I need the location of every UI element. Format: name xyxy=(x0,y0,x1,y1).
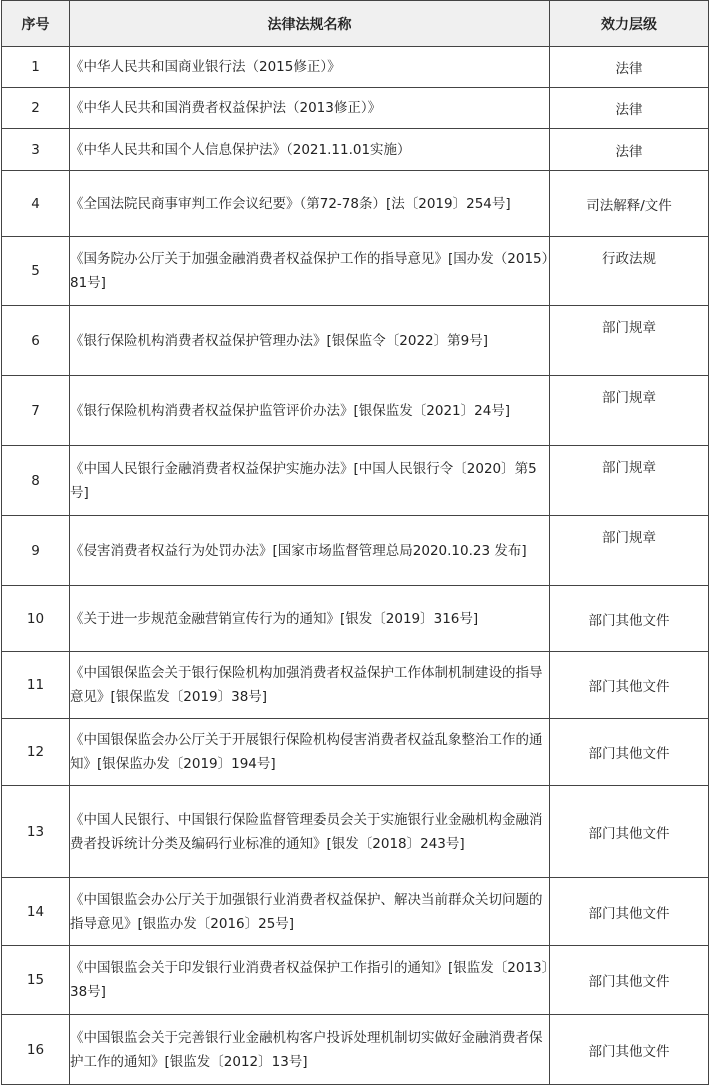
table-row xyxy=(2,586,709,652)
row-law-name: 《中华人民共和国消费者权益保护法（2013修正）》 xyxy=(70,88,550,129)
table-row xyxy=(2,88,709,129)
row-num: 14 xyxy=(2,878,70,946)
header-num: 序号 xyxy=(2,1,70,47)
table-row xyxy=(2,652,709,719)
row-law-name: 《中国银保监会办公厅关于开展银行保险机构侵害消费者权益乱象整治工作的通知》[银保监办发〔2019〕194号] xyxy=(70,719,550,786)
row-level: 部门其他文件 xyxy=(550,719,709,786)
row-level: 部门其他文件 xyxy=(550,1015,709,1085)
row-law-name: 《国务院办公厅关于加强金融消费者权益保护工作的指导意见》[国办发（2015）81号] xyxy=(70,237,550,306)
header-row xyxy=(2,1,709,47)
row-num: 7 xyxy=(2,376,70,446)
table-row xyxy=(2,1015,709,1085)
table-row xyxy=(2,946,709,1015)
row-num: 8 xyxy=(2,446,70,516)
row-level: 部门其他文件 xyxy=(550,946,709,1015)
table-row xyxy=(2,719,709,786)
table-row xyxy=(2,47,709,88)
row-level: 部门其他文件 xyxy=(550,586,709,652)
row-level: 部门其他文件 xyxy=(550,878,709,946)
table-row xyxy=(2,516,709,586)
row-num: 15 xyxy=(2,946,70,1015)
table-row xyxy=(2,786,709,878)
row-level: 部门规章 xyxy=(550,516,709,586)
row-level: 行政法规 xyxy=(550,237,709,306)
row-num: 4 xyxy=(2,171,70,237)
table-row xyxy=(2,237,709,306)
row-num: 10 xyxy=(2,586,70,652)
row-law-name: 《关于进一步规范金融营销宣传行为的通知》[银发〔2019〕316号] xyxy=(70,586,550,652)
row-num: 5 xyxy=(2,237,70,306)
row-level: 部门规章 xyxy=(550,446,709,516)
row-num: 6 xyxy=(2,306,70,376)
row-law-name: 《侵害消费者权益行为处罚办法》[国家市场监督管理总局2020.10.23 发布] xyxy=(70,516,550,586)
row-num: 16 xyxy=(2,1015,70,1085)
row-num: 2 xyxy=(2,88,70,129)
row-num: 11 xyxy=(2,652,70,719)
row-law-name: 《中国人民银行金融消费者权益保护实施办法》[中国人民银行令〔2020〕第5号] xyxy=(70,446,550,516)
table-row xyxy=(2,306,709,376)
row-level: 部门规章 xyxy=(550,376,709,446)
laws-table xyxy=(1,0,709,1085)
header-level: 效力层级 xyxy=(550,1,709,47)
table-row xyxy=(2,376,709,446)
row-level: 法律 xyxy=(550,88,709,129)
row-level: 法律 xyxy=(550,47,709,88)
row-law-name: 《中国人民银行、中国银行保险监督管理委员会关于实施银行业金融机构金融消费者投诉统计分类及编码行业标准的通知》[银发〔2018〕243号] xyxy=(70,786,550,878)
table-row xyxy=(2,878,709,946)
row-law-name: 《全国法院民商事审判工作会议纪要》（第72-78条）[法〔2019〕254号] xyxy=(70,171,550,237)
row-num: 3 xyxy=(2,129,70,171)
row-num: 12 xyxy=(2,719,70,786)
row-level: 部门其他文件 xyxy=(550,652,709,719)
row-num: 9 xyxy=(2,516,70,586)
row-level: 司法解释/文件 xyxy=(550,171,709,237)
header-name: 法律法规名称 xyxy=(70,1,550,47)
row-law-name: 《中国银监会关于完善银行业金融机构客户投诉处理机制切实做好金融消费者保护工作的通知》[银监发〔2012〕13号] xyxy=(70,1015,550,1085)
table-row xyxy=(2,171,709,237)
row-num: 1 xyxy=(2,47,70,88)
table-row xyxy=(2,446,709,516)
table-row xyxy=(2,129,709,171)
row-law-name: 《中国银保监会关于银行保险机构加强消费者权益保护工作体制机制建设的指导意见》[银保监发〔2019〕38号] xyxy=(70,652,550,719)
row-level: 部门其他文件 xyxy=(550,786,709,878)
row-law-name: 《中国银监会关于印发银行业消费者权益保护工作指引的通知》[银监发〔2013〕38号] xyxy=(70,946,550,1015)
row-law-name: 《中华人民共和国商业银行法（2015修正）》 xyxy=(70,47,550,88)
row-num: 13 xyxy=(2,786,70,878)
row-law-name: 《银行保险机构消费者权益保护管理办法》[银保监令〔2022〕第9号] xyxy=(70,306,550,376)
row-law-name: 《中国银监会办公厅关于加强银行业消费者权益保护、解决当前群众关切问题的指导意见》[银监办发〔2016〕25号] xyxy=(70,878,550,946)
row-law-name: 《银行保险机构消费者权益保护监管评价办法》[银保监发〔2021〕24号] xyxy=(70,376,550,446)
row-law-name: 《中华人民共和国个人信息保护法》（2021.11.01实施） xyxy=(70,129,550,171)
row-level: 部门规章 xyxy=(550,306,709,376)
row-level: 法律 xyxy=(550,129,709,171)
